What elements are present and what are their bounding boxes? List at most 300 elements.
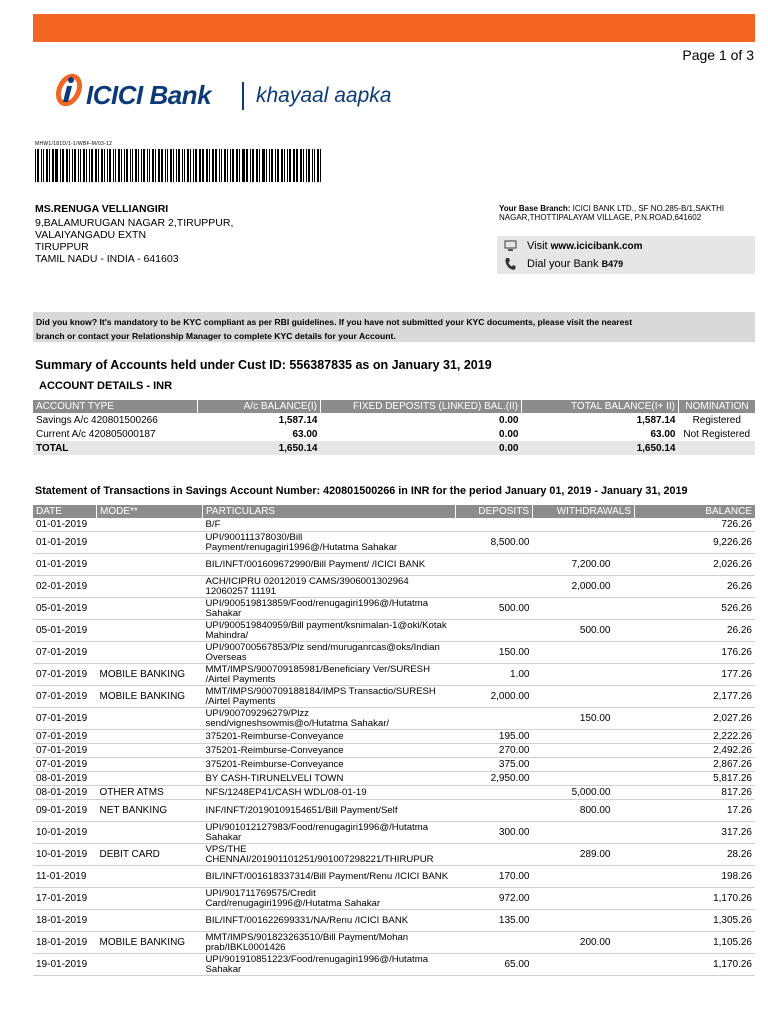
total-label: TOTAL [36, 442, 69, 454]
transaction-balance: 26.26 [635, 576, 756, 598]
transaction-row [33, 576, 755, 598]
barcode-bar [212, 149, 214, 182]
address-line: VALAIYANGADU EXTN [35, 229, 147, 241]
transactions-table [33, 505, 755, 976]
transaction-balance: 317.26 [635, 822, 756, 844]
transaction-deposit: 2,000.00 [456, 686, 533, 708]
transaction-deposit [456, 800, 533, 822]
transaction-deposit: 135.00 [456, 910, 533, 932]
transaction-date: 18-01-2019 [33, 910, 97, 932]
transaction-date: 19-01-2019 [33, 954, 97, 976]
barcode-bar [199, 149, 201, 182]
barcode-bar [52, 149, 54, 182]
barcode-bar [115, 149, 116, 182]
fixed-deposit-balance: 0.00 [499, 414, 519, 426]
base-branch [499, 204, 757, 222]
transaction-mode: MOBILE BANKING [97, 686, 203, 708]
transaction-row [33, 888, 755, 910]
transaction-particulars: BIL/INFT/001618337314/Bill Payment/Renu /ICICI BANK [203, 866, 456, 888]
barcode-code: MHW1/181D/1-1/WBF-M/03-12 [35, 141, 113, 147]
barcode-bar [300, 149, 302, 182]
barcode-bar [320, 149, 321, 182]
computer-icon [503, 239, 517, 253]
customer-name: MS.RENUGA VELLIANGIRI [35, 203, 169, 215]
transaction-withdrawal [533, 888, 635, 910]
barcode-bar [101, 149, 103, 182]
barcode-bar [170, 149, 172, 182]
barcode-bar [41, 149, 42, 182]
transaction-date: 07-01-2019 [33, 686, 97, 708]
total-fixed-deposit: 0.00 [499, 442, 519, 454]
transaction-balance: 2,222.26 [635, 730, 756, 744]
transaction-balance: 2,026.26 [635, 554, 756, 576]
barcode-bar [167, 149, 168, 182]
transaction-particulars: BY CASH-TIRUNELVELI TOWN [203, 772, 456, 786]
statement-title: Statement of Transactions in Savings Account Number: 420801500266 in INR for the period January 01, 2019 - January 31, 2019 [35, 485, 688, 497]
barcode-bar [195, 149, 197, 182]
transaction-withdrawal [533, 642, 635, 664]
transaction-withdrawal [533, 518, 635, 532]
barcode-bar [37, 149, 39, 182]
transaction-balance: 2,177.26 [635, 686, 756, 708]
col-withdrawals: WITHDRAWALS [533, 505, 635, 518]
barcode-bar [83, 149, 85, 182]
transaction-row [33, 598, 755, 620]
transaction-date: 05-01-2019 [33, 598, 97, 620]
transaction-row [33, 758, 755, 772]
transaction-balance: 1,305.26 [635, 910, 756, 932]
total-nomination [679, 441, 756, 455]
transaction-withdrawal [533, 744, 635, 758]
transaction-row [33, 800, 755, 822]
transaction-balance: 1,170.26 [635, 888, 756, 910]
logo-mark-icon [52, 68, 86, 112]
transaction-date: 07-01-2019 [33, 642, 97, 664]
barcode-bar [296, 149, 298, 182]
transaction-particulars: VPS/THE CHENNAI/201901101251/901007298221/THIRUPUR [203, 844, 456, 866]
barcode-bar [43, 149, 44, 182]
transaction-date: 08-01-2019 [33, 772, 97, 786]
summary-title: Summary of Accounts held under Cust ID: 556387835 as on January 31, 2019 [35, 358, 492, 372]
barcode-bar [130, 149, 131, 182]
barcode-bar [126, 149, 128, 182]
fixed-deposit-balance: 0.00 [499, 428, 519, 440]
barcode-bar [80, 149, 81, 182]
transaction-mode: MOBILE BANKING [97, 932, 203, 954]
barcode-bar [215, 149, 217, 182]
account-row [33, 413, 755, 427]
transaction-withdrawal: 500.00 [533, 620, 635, 642]
transaction-mode [97, 532, 203, 554]
barcode-bar [118, 149, 120, 182]
bank-tagline: khayaal aapka [256, 84, 392, 107]
transaction-withdrawal [533, 730, 635, 744]
transaction-balance: 198.26 [635, 866, 756, 888]
transaction-mode: DEBIT CARD [97, 844, 203, 866]
transaction-row [33, 730, 755, 744]
transaction-date: 01-01-2019 [33, 554, 97, 576]
bank-logo [52, 68, 392, 112]
transaction-mode [97, 954, 203, 976]
account-balance: 1,587.14 [278, 414, 318, 426]
transaction-deposit: 300.00 [456, 822, 533, 844]
transaction-row [33, 532, 755, 554]
transaction-deposit: 65.00 [456, 954, 533, 976]
barcode [35, 149, 323, 182]
transaction-particulars: UPI/900111378030/Bill Payment/renugagiri1996@/Hutatma Sahakar [203, 532, 456, 554]
col-fixed-deposits: FIXED DEPOSITS (LINKED) BAL.(II) [321, 400, 522, 413]
transaction-deposit [456, 554, 533, 576]
transaction-deposit: 270.00 [456, 744, 533, 758]
col-particulars: PARTICULARS [203, 505, 456, 518]
transaction-deposit: 150.00 [456, 642, 533, 664]
account-balance: 63.00 [292, 428, 318, 440]
kyc-notice [33, 312, 755, 342]
account-details-title: ACCOUNT DETAILS - INR [39, 380, 173, 392]
transaction-mode: MOBILE BANKING [97, 664, 203, 686]
transaction-deposit [456, 620, 533, 642]
col-date: DATE [33, 505, 97, 518]
barcode-bar [266, 149, 267, 182]
transaction-particulars: 375201-Reimburse-Conveyance [203, 730, 456, 744]
transaction-mode: OTHER ATMS [97, 786, 203, 800]
transaction-particulars: 375201-Reimburse-Conveyance [203, 758, 456, 772]
transaction-deposit: 1.00 [456, 664, 533, 686]
transaction-balance: 177.26 [635, 664, 756, 686]
barcode-bar [149, 149, 150, 182]
barcode-bar [121, 149, 122, 182]
transaction-date: 09-01-2019 [33, 800, 97, 822]
transaction-date: 07-01-2019 [33, 744, 97, 758]
barcode-bar [141, 149, 142, 182]
col-account-type: ACCOUNT TYPE [33, 400, 198, 413]
transaction-row [33, 620, 755, 642]
transaction-particulars: ACH/ICIPRU 02012019 CAMS/3906001302964 12060257 11191 [203, 576, 456, 598]
transaction-particulars: UPI/901012127983/Food/renugagiri1996@/Hutatma Sahakar [203, 822, 456, 844]
barcode-bar [155, 149, 156, 182]
transaction-date: 05-01-2019 [33, 620, 97, 642]
transaction-row [33, 664, 755, 686]
customer-address-block [35, 203, 233, 265]
transaction-mode [97, 598, 203, 620]
transaction-deposit: 500.00 [456, 598, 533, 620]
barcode-bar [74, 149, 76, 182]
transaction-date: 07-01-2019 [33, 758, 97, 772]
transaction-particulars: B/F [203, 518, 456, 532]
transaction-withdrawal [533, 532, 635, 554]
account-type: Current A/c 420805000187 [36, 428, 156, 440]
bank-name: ICICI Bank [86, 80, 212, 110]
barcode-bar [236, 149, 238, 182]
table-header-row [33, 505, 755, 518]
transaction-balance: 817.26 [635, 786, 756, 800]
barcode-bar [89, 149, 90, 182]
transaction-particulars: BIL/INFT/001609672990/Bill Payment/ /ICICI BANK [203, 554, 456, 576]
nomination-status: Not Registered [683, 428, 751, 440]
transaction-row [33, 686, 755, 708]
transaction-balance: 2,492.26 [635, 744, 756, 758]
transaction-balance: 9,226.26 [635, 532, 756, 554]
col-mode: MODE** [97, 505, 203, 518]
grand-total-balance: 1,650.14 [636, 442, 676, 454]
barcode-bar [209, 149, 210, 182]
website-link[interactable]: www.icicibank.com [550, 240, 643, 252]
transaction-row [33, 932, 755, 954]
barcode-bar [98, 149, 99, 182]
transaction-row [33, 844, 755, 866]
barcode-bar [246, 149, 248, 182]
transaction-mode [97, 708, 203, 730]
transaction-row [33, 744, 755, 758]
transaction-deposit [456, 786, 533, 800]
barcode-bar [46, 149, 48, 182]
transaction-withdrawal: 150.00 [533, 708, 635, 730]
transaction-balance: 28.26 [635, 844, 756, 866]
col-balance: A/c BALANCE(I) [198, 400, 321, 413]
barcode-bar [308, 149, 310, 182]
visit-row [503, 238, 643, 254]
transaction-row [33, 786, 755, 800]
barcode-bar [60, 149, 61, 182]
transaction-balance: 176.26 [635, 642, 756, 664]
transaction-deposit: 2,950.00 [456, 772, 533, 786]
transaction-balance: 5,817.26 [635, 772, 756, 786]
barcode-bar [62, 149, 64, 182]
contact-box [497, 236, 755, 274]
total-account-balance: 1,650.14 [278, 442, 318, 454]
transaction-balance: 26.26 [635, 620, 756, 642]
barcode-bar [252, 149, 254, 182]
barcode-bar [152, 149, 154, 182]
barcode-bar [221, 149, 222, 182]
transaction-mode [97, 642, 203, 664]
total-balance: 1,587.14 [636, 414, 676, 426]
transaction-row [33, 518, 755, 532]
dial-code: B479 [601, 259, 624, 269]
barcode-bar [219, 149, 220, 182]
barcode-bar [69, 149, 70, 182]
transaction-balance: 2,867.26 [635, 758, 756, 772]
barcode-bar [230, 149, 231, 182]
address-line: 9,BALAMURUGAN NAGAR 2,TIRUPPUR, [35, 217, 234, 229]
barcode-bar [262, 149, 265, 182]
transaction-deposit [456, 708, 533, 730]
barcode-bar [190, 149, 191, 182]
barcode-bar [293, 149, 295, 182]
barcode-bar [173, 149, 174, 182]
transaction-withdrawal [533, 954, 635, 976]
barcode-bar [312, 149, 313, 182]
transaction-withdrawal: 7,200.00 [533, 554, 635, 576]
barcode-bar [91, 149, 93, 182]
transaction-deposit: 195.00 [456, 730, 533, 744]
transaction-balance: 526.26 [635, 598, 756, 620]
transaction-date: 01-01-2019 [33, 518, 97, 532]
transaction-withdrawal: 289.00 [533, 844, 635, 866]
dial-row [503, 256, 623, 272]
account-total-row [33, 441, 755, 455]
barcode-bar [281, 149, 283, 182]
address-line: TAMIL NADU - INDIA - 641603 [35, 253, 179, 265]
barcode-bar [72, 149, 73, 182]
phone-icon [503, 257, 517, 271]
transaction-date: 10-01-2019 [33, 844, 97, 866]
barcode-bar [239, 149, 240, 182]
transaction-particulars: MMT/IMPS/901823263510/Bill Payment/Mohan prab/IBKL0001426 [203, 932, 456, 954]
barcode-bar [206, 149, 208, 182]
barcode-bar [124, 149, 125, 182]
barcode-bar [138, 149, 139, 182]
dial-prefix: Dial your Bank [527, 258, 599, 270]
transaction-date: 07-01-2019 [33, 708, 97, 730]
barcode-bar [314, 149, 315, 182]
transaction-mode [97, 758, 203, 772]
brand-bar [33, 14, 755, 42]
transaction-row [33, 708, 755, 730]
barcode-bar [202, 149, 204, 182]
total-balance: 63.00 [650, 428, 676, 440]
transaction-row [33, 822, 755, 844]
transaction-mode [97, 888, 203, 910]
transaction-particulars: UPI/900519813859/Food/renugagiri1996@/Hutatma Sahakar [203, 598, 456, 620]
transaction-withdrawal: 800.00 [533, 800, 635, 822]
barcode-bar [158, 149, 160, 182]
barcode-bar [35, 149, 36, 182]
barcode-bar [104, 149, 105, 182]
barcode-bar [306, 149, 307, 182]
transaction-balance: 17.26 [635, 800, 756, 822]
barcode-bar [259, 149, 260, 182]
visit-prefix: Visit [527, 240, 548, 252]
transaction-mode [97, 772, 203, 786]
transaction-particulars: UPI/901910851223/Food/renugagiri1996@/Hutatma Sahakar [203, 954, 456, 976]
transaction-mode [97, 822, 203, 844]
barcode-bar [256, 149, 258, 182]
transaction-balance: 1,170.26 [635, 954, 756, 976]
transaction-date: 10-01-2019 [33, 822, 97, 844]
transaction-balance: 1,105.26 [635, 932, 756, 954]
transaction-particulars: 375201-Reimburse-Conveyance [203, 744, 456, 758]
transaction-date: 01-01-2019 [33, 532, 97, 554]
transaction-date: 02-01-2019 [33, 576, 97, 598]
kyc-line: Did you know? It's mandatory to be KYC compliant as per RBI guidelines. If you have not submitted your KYC documents, please visit the nearest [36, 317, 633, 327]
transaction-date: 17-01-2019 [33, 888, 97, 910]
transaction-withdrawal [533, 758, 635, 772]
barcode-bar [176, 149, 177, 182]
col-nomination: NOMINATION [679, 400, 756, 413]
transaction-deposit [456, 932, 533, 954]
logo-divider [242, 82, 244, 110]
barcode-bar [289, 149, 291, 182]
barcode-bar [49, 149, 50, 182]
transaction-date: 08-01-2019 [33, 786, 97, 800]
barcode-bar [78, 149, 79, 182]
transaction-balance: 726.26 [635, 518, 756, 532]
barcode-bar [269, 149, 270, 182]
barcode-bar [224, 149, 226, 182]
transaction-mode [97, 744, 203, 758]
transaction-deposit [456, 576, 533, 598]
transaction-withdrawal [533, 866, 635, 888]
barcode-bar [317, 149, 319, 182]
account-row [33, 427, 755, 441]
transaction-withdrawal: 2,000.00 [533, 576, 635, 598]
address-line: TIRUPPUR [35, 241, 89, 253]
barcode-bar [113, 149, 114, 182]
transaction-withdrawal [533, 686, 635, 708]
transaction-withdrawal: 200.00 [533, 932, 635, 954]
transaction-row [33, 954, 755, 976]
branch-label: Your Base Branch: [499, 204, 571, 213]
barcode-bar [165, 149, 166, 182]
barcode-bar [250, 149, 251, 182]
transaction-mode: NET BANKING [97, 800, 203, 822]
transaction-deposit: 972.00 [456, 888, 533, 910]
transaction-particulars: INF/INFT/20190109154651/Bill Payment/Self [203, 800, 456, 822]
transaction-mode [97, 576, 203, 598]
transaction-withdrawal [533, 598, 635, 620]
col-balance: BALANCE [635, 505, 756, 518]
transaction-particulars: BIL/INFT/001622699331/NA/Renu /ICICI BANK [203, 910, 456, 932]
transaction-particulars: MMT/IMPS/900709185981/Beneficiary Ver/SURESH /Airtel Payments [203, 664, 456, 686]
barcode-bar [284, 149, 285, 182]
transaction-particulars: UPI/900519840959/Bill payment/ksnimalan-1@oki/Kotak Mahindra/ [203, 620, 456, 642]
barcode-bar [193, 149, 194, 182]
kyc-line: branch or contact your Relationship Manager to complete KYC details for your Account. [36, 331, 396, 341]
transaction-withdrawal [533, 822, 635, 844]
barcode-bar [55, 149, 58, 182]
barcode-bar [242, 149, 245, 182]
barcode-bar [271, 149, 273, 182]
transaction-deposit: 170.00 [456, 866, 533, 888]
barcode-bar [143, 149, 145, 182]
barcode-bar [182, 149, 183, 182]
barcode-bar [147, 149, 148, 182]
transaction-particulars: UPI/900709296279/Plzz send/vigneshsowmis@o/Hutatma Sahakar/ [203, 708, 456, 730]
barcode-bar [277, 149, 279, 182]
page-number: Page 1 of 3 [682, 47, 754, 63]
transaction-particulars: UPI/900700567853/Plz send/muruganrcas@oks/Indian Overseas [203, 642, 456, 664]
barcode-bar [178, 149, 180, 182]
transaction-mode [97, 518, 203, 532]
barcode-bar [86, 149, 87, 182]
barcode-bar [132, 149, 133, 182]
transaction-row [33, 554, 755, 576]
col-deposits: DEPOSITS [456, 505, 533, 518]
transaction-row [33, 910, 755, 932]
transaction-deposit: 8,500.00 [456, 532, 533, 554]
account-summary-table [33, 400, 755, 455]
transaction-balance: 2,027.26 [635, 708, 756, 730]
transaction-deposit: 375.00 [456, 758, 533, 772]
transaction-date: 18-01-2019 [33, 932, 97, 954]
transaction-withdrawal [533, 664, 635, 686]
barcode-bar [109, 149, 111, 182]
transaction-deposit [456, 518, 533, 532]
table-header-row [33, 400, 755, 413]
barcode-bar [303, 149, 304, 182]
transaction-mode [97, 866, 203, 888]
transaction-deposit [456, 844, 533, 866]
barcode-bar [66, 149, 68, 182]
transaction-mode [97, 910, 203, 932]
barcode-bar [161, 149, 163, 182]
transaction-mode [97, 620, 203, 642]
col-total-balance: TOTAL BALANCE(I+ II) [522, 400, 679, 413]
transaction-particulars: MMT/IMPS/900709188184/IMPS Transactio/SURESH /Airtel Payments [203, 686, 456, 708]
transaction-mode [97, 730, 203, 744]
barcode-bar [232, 149, 234, 182]
